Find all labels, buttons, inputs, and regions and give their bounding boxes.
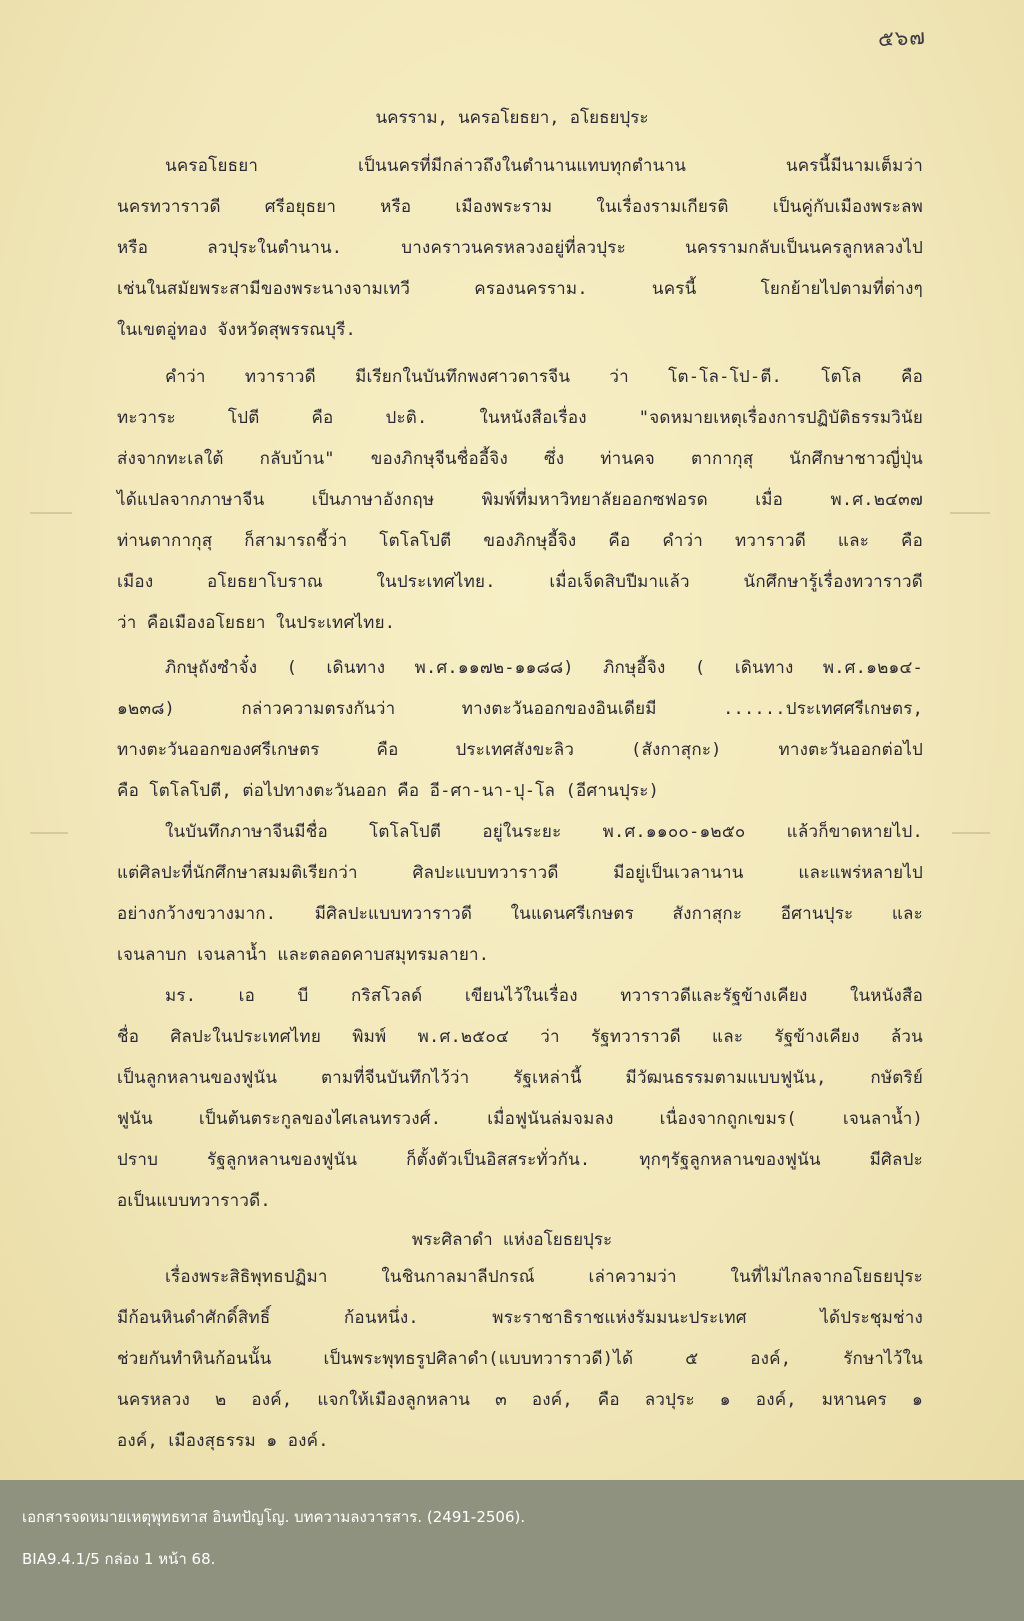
text-line: เรื่องพระสิธิพุทธปฏิมา ในชินกาลมาลีปกรณ์ เล่าความว่า ในที่ไม่ไกลจากอโยธยปุระ — [165, 1267, 923, 1287]
text-line: ว่า คือเมืองอโยธยา ในประเทศไทย. — [117, 613, 396, 633]
text-line: คือ โตโลโปตี, ต่อไปทางตะวันออก คือ อี-ศา-นา-ปุ-โล (อีศานปุระ) — [117, 781, 660, 801]
text-line: หรือ ลวปุระในตำนาน. บางคราวนครหลวงอยู่ที่ลวปุระ นครรามกลับเป็นนครลูกหลวงไป — [117, 238, 923, 258]
text-line: มีก้อนหินดำศักดิ์สิทธิ์ ก้อนหนึ่ง. พระราชาธิราชแห่งรัมมนะประเทศ ได้ประชุมช่าง — [117, 1308, 923, 1328]
archive-caption-reference: BIA9.4.1/5 กล่อง 1 หน้า 68. — [22, 1550, 216, 1568]
paper-edge-mark — [30, 832, 68, 834]
text-line: นครอโยธยา เป็นนครที่มีกล่าวถึงในตำนานแทบทุกตำนาน นครนี้มีนามเต็มว่า — [165, 156, 923, 176]
text-line: มร. เอ บี กริสโวลด์ เขียนไว้ในเรื่อง ทวาราวดีและรัฐข้างเคียง ในหนังสือ — [165, 986, 923, 1006]
text-line: อย่างกว้างขวางมาก. มีศิลปะแบบทวาราวดี ในแดนศรีเกษตร สังกาสุกะ อีศานปุระ และ — [117, 904, 923, 924]
text-line: ท่านตากากุสุ ก็สามารถชี้ว่า โตโลโปตี ของภิกษุอี้จิง คือ คำว่า ทวาราวดี และ คือ — [117, 531, 923, 551]
text-line: เมือง อโยธยาโบราณ ในประเทศไทย. เมื่อเจ็ดสิบปีมาแล้ว นักศึกษารู้เรื่องทวาราวดี — [117, 572, 923, 592]
text-line: ช่วยกันทำหินก้อนนั้น เป็นพระพุทธรูปศิลาดำ(แบบทวาราวดี)ได้ ๕ องค์, รักษาไว้ใน — [117, 1349, 923, 1369]
text-line: ได้แปลจากภาษาจีน เป็นภาษาอังกฤษ พิมพ์ที่มหาวิทยาลัยออกซฟอรด เมื่อ พ.ศ.๒๔๓๗ — [117, 490, 923, 510]
text-line: นครหลวง ๒ องค์, แจกให้เมืองลูกหลาน ๓ องค์, คือ ลวปุระ ๑ องค์, มหานคร ๑ — [117, 1390, 923, 1410]
section-heading: พระศิลาดำ แห่งอโยธยปุระ — [411, 1230, 613, 1250]
text-line: ฟูนัน เป็นต้นตระกูลของไศเลนทรวงศ์. เมื่อฟูนันล่มจมลง เนื่องจากถูกเขมร( เจนลาน้ำ) — [117, 1109, 923, 1129]
paper-edge-mark — [950, 512, 990, 514]
text-line: ทางตะวันออกของศรีเกษตร คือ ประเทศสังขะลิว (สังกาสุกะ) ทางตะวันออกต่อไป — [117, 740, 923, 760]
paper-edge-mark — [30, 512, 72, 514]
text-line: ชื่อ ศิลปะในประเทศไทย พิมพ์ พ.ศ.๒๕๐๔ ว่า รัฐทวาราวดี และ รัฐข้างเคียง ล้วน — [117, 1027, 923, 1047]
text-line: อเป็นแบบทวาราวดี. — [117, 1191, 271, 1211]
text-line: องค์, เมืองสุธรรม ๑ องค์. — [117, 1431, 329, 1451]
text-line: เจนลาบก เจนลาน้ำ และตลอดคาบสมุทรมลายา. — [117, 945, 490, 965]
handwritten-page-number: ๕๖๗ — [877, 24, 927, 52]
text-line: เป็นลูกหลานของฟูนัน ตามที่จีนบันทึกไว้ว่า รัฐเหล่านี้ มีวัฒนธรรมตามแบบฟูนัน, กษัตริย์ — [117, 1068, 923, 1088]
document-title: นครราม, นครอโยธยา, อโยธยปุระ — [375, 108, 649, 128]
text-line: เช่นในสมัยพระสามีของพระนางจามเทวี ครองนครราม. นครนี้ โยกย้ายไปตามที่ต่างๆ — [117, 279, 923, 299]
text-line: ในบันทึกภาษาจีนมีชื่อ โตโลโปตี อยู่ในระยะ พ.ศ.๑๑๐๐-๑๒๕๐ แล้วก็ขาดหายไป. — [165, 822, 923, 842]
text-line: แต่ศิลปะที่นักศึกษาสมมติเรียกว่า ศิลปะแบบทวาราวดี มีอยู่เป็นเวลานาน และแพร่หลายไป — [117, 863, 923, 883]
text-line: ในเขตอู่ทอง จังหวัดสุพรรณบุรี. — [117, 320, 356, 340]
text-line: ภิกษุถังซำจั๋ง ( เดินทาง พ.ศ.๑๑๗๒-๑๑๘๘) ภิกษุอี้จิง ( เดินทาง พ.ศ.๑๒๑๔- — [165, 658, 923, 678]
text-line: ส่งจากทะเลใต้ กลับบ้าน" ของภิกษุจีนชื่ออี้จิง ซึ่ง ท่านคจ ตากากุสุ นักศึกษาชาวญี่ปุ่น — [117, 449, 923, 469]
archive-caption-source: เอกสารจดหมายเหตุพุทธทาส อินทปัญโญ. บทความลงวารสาร. (2491-2506). — [22, 1508, 526, 1526]
text-line: คำว่า ทวาราวดี มีเรียกในบันทึกพงศาวดารจีน ว่า โต-โล-โป-ตี. โตโล คือ — [165, 367, 923, 387]
text-line: ปราบ รัฐลูกหลานของฟูนัน ก็ตั้งตัวเป็นอิสสระทั่วกัน. ทุกๆรัฐลูกหลานของฟูนัน มีศิลปะ — [117, 1150, 923, 1170]
text-line: นครทวาราวดี ศรีอยุธยา หรือ เมืองพระราม ในเรื่องรามเกียรติ เป็นคู่กับเมืองพระลพ — [117, 197, 923, 217]
text-line: ทะวาระ โปตี คือ ปะติ. ในหนังสือเรื่อง "จดหมายเหตุเรื่องการปฏิบัติธรรมวินัย — [117, 408, 923, 428]
paper-edge-mark — [952, 832, 990, 834]
text-line: ๑๒๓๘) กล่าวความตรงกันว่า ทางตะวันออกของอินเดียมี ......ประเทศศรีเกษตร, — [117, 699, 923, 719]
